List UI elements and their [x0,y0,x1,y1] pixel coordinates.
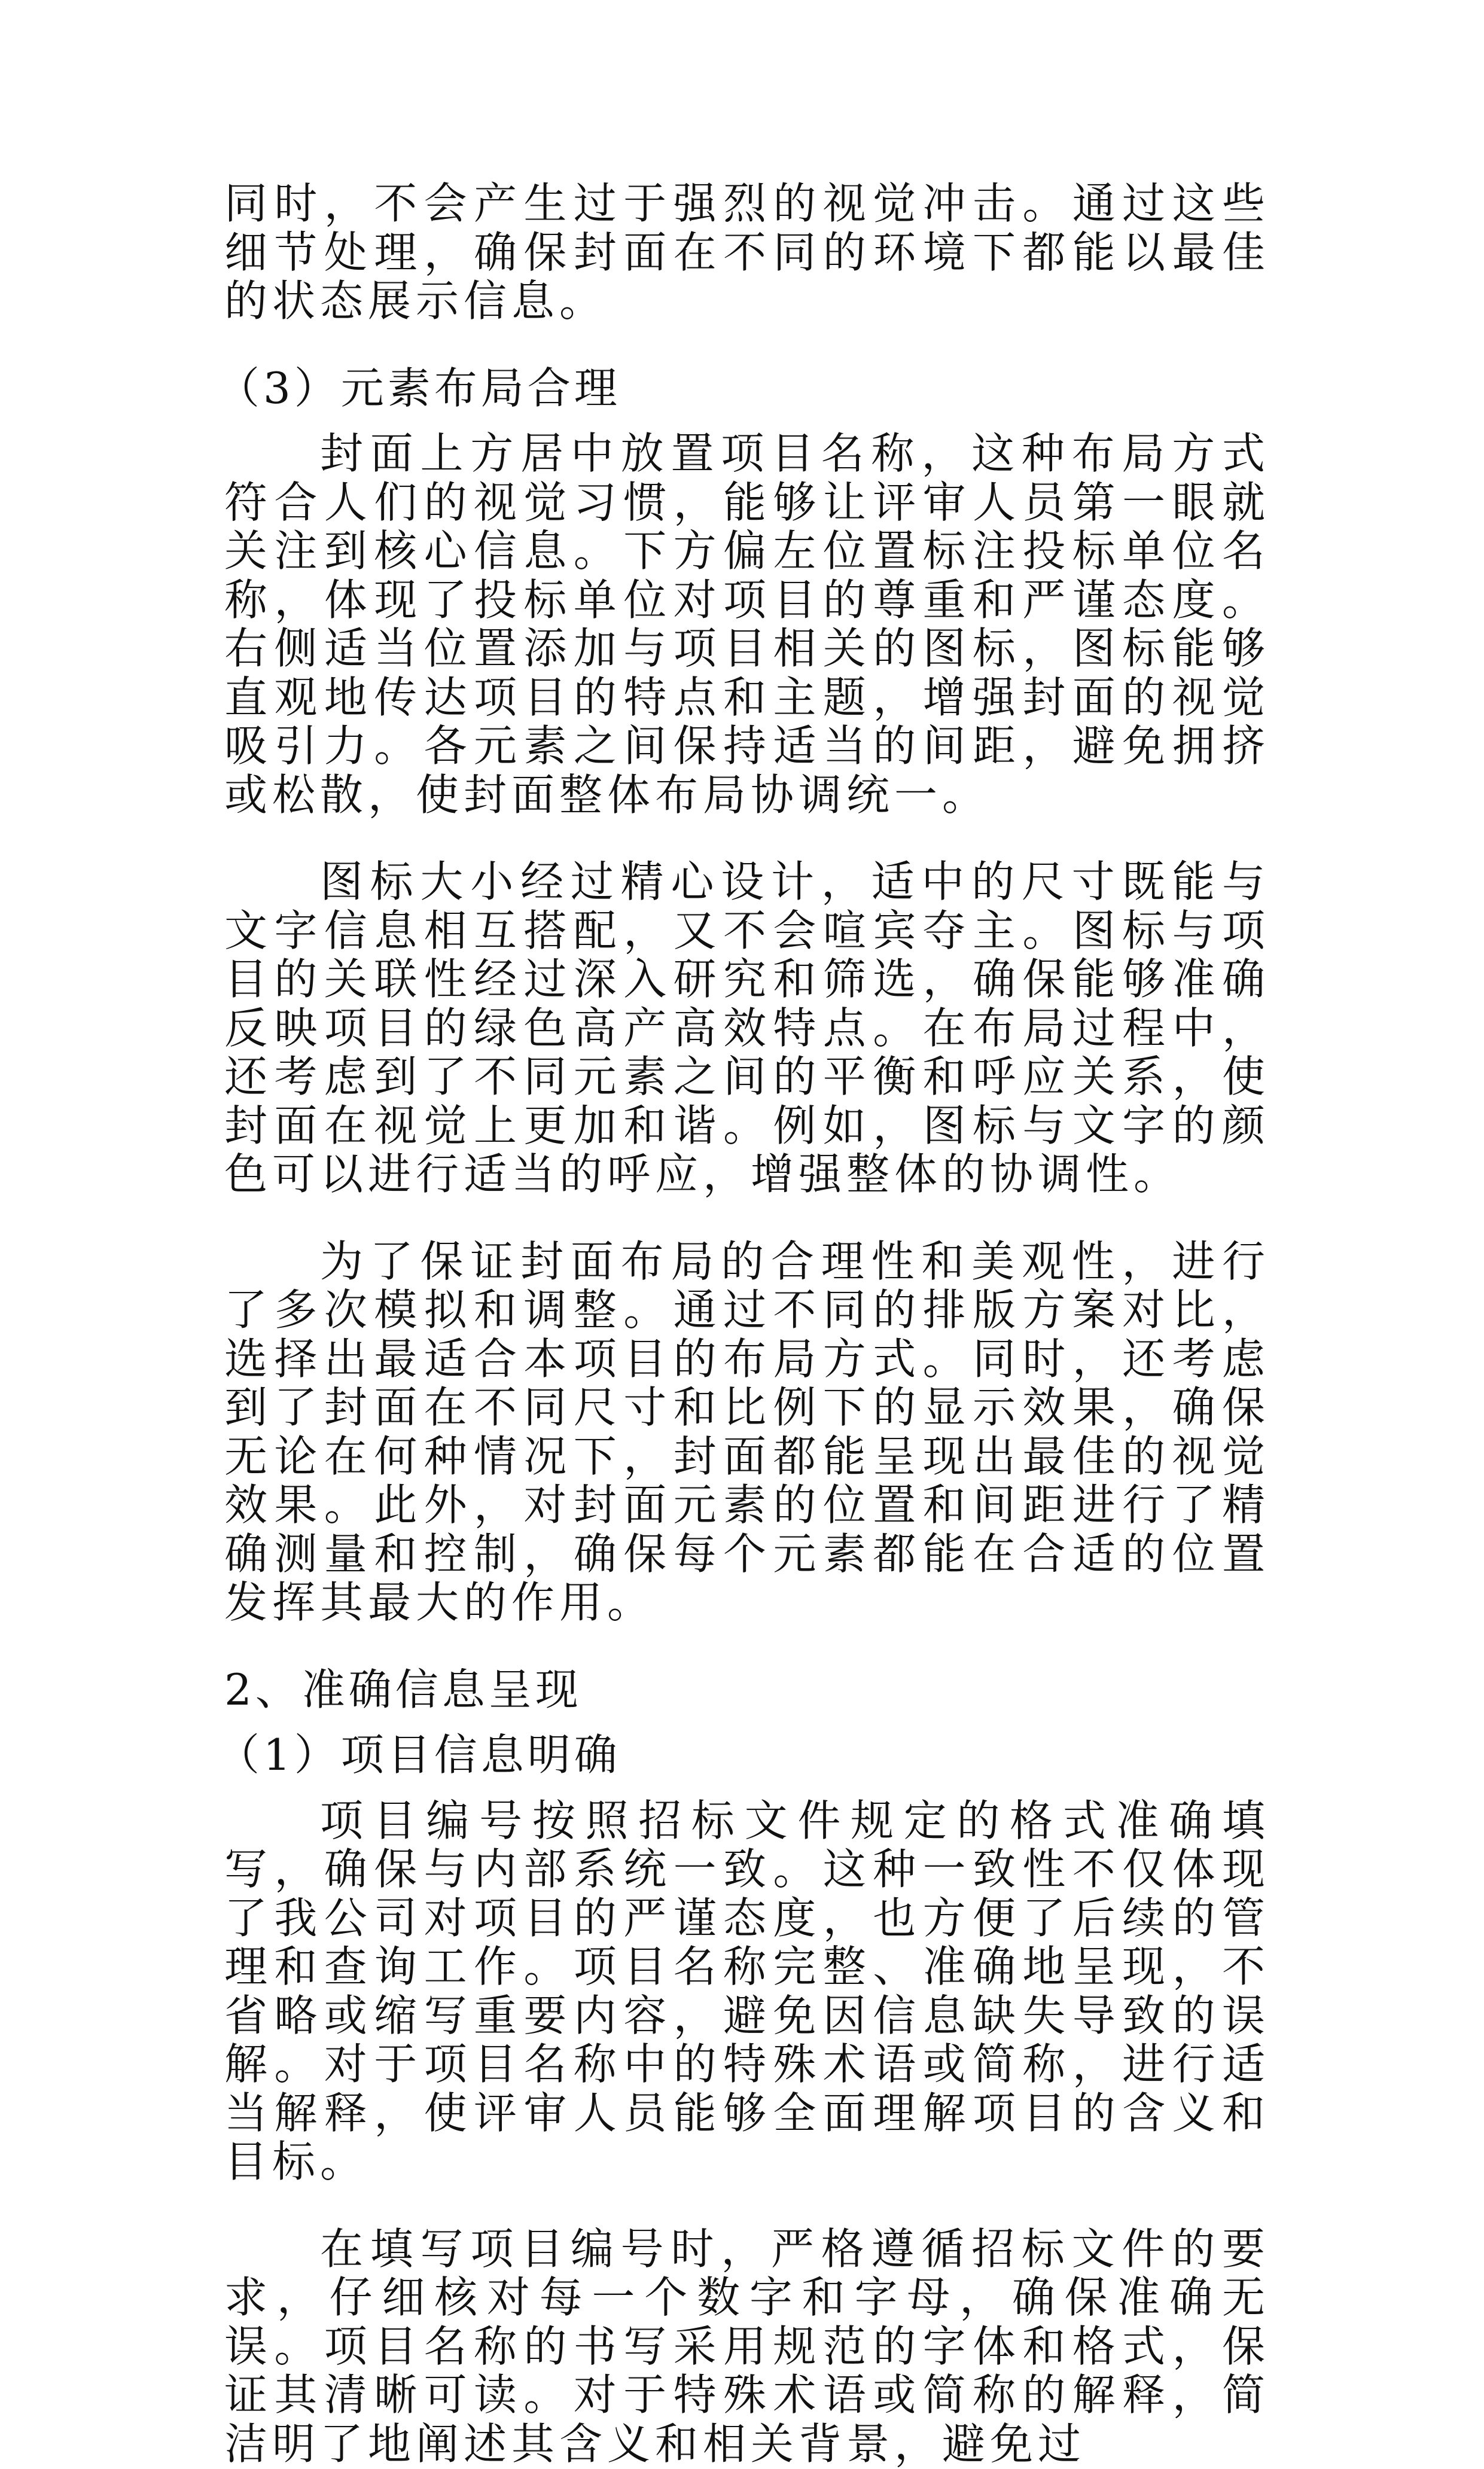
subheading-layout: （3）元素布局合理 [217,362,621,413]
paragraph-project-info-2: 在填写项目编号时，严格遵循招标文件的要求，仔细核对每一个数字和字母，确保准确无误。项目名称的书写采用规范的字体和格式，保证其清晰可读。对于特殊术语或简称的解释，简洁明了地阐述其含义和相关背景，避免过 [224,2223,1270,2469]
paragraph-continuation: 同时，不会产生过于强烈的视觉冲击。通过这些细节处理，确保封面在不同的环境下都能以最佳的状态展示信息。 [224,178,1270,326]
paragraph-project-info-1: 项目编号按照招标文件规定的格式准确填写，确保与内部系统一致。这种一致性不仅体现了我公司对项目的严谨态度，也方便了后续的管理和查询工作。项目名称完整、准确地呈现，不省略或缩写重要内容，避免因信息缺失导致的误解。对于项目名称中的特殊术语或简称，进行适当解释，使评审人员能够全面理解项目的含义和目标。 [224,1795,1270,2187]
paragraph-layout-3: 为了保证封面布局的合理性和美观性，进行了多次模拟和调整。通过不同的排版方案对比，选择出最适合本项目的布局方式。同时，还考虑到了封面在不同尺寸和比例下的显示效果，确保无论在何种情况下，封面都能呈现出最佳的视觉效果。此外，对封面元素的位置和间距进行了精确测量和控制，确保每个元素都能在合适的位置发挥其最大的作用。 [224,1236,1270,1627]
document-page [217,178,1270,2469]
subheading-project-info: （1）项目信息明确 [217,1730,621,1780]
paragraph-layout-1: 封面上方居中放置项目名称，这种布局方式符合人们的视觉习惯，能够让评审人员第一眼就关注到核心信息。下方偏左位置标注投标单位名称，体现了投标单位对项目的尊重和严谨态度。右侧适当位置添加与项目相关的图标，图标能够直观地传达项目的特点和主题，增强封面的视觉吸引力。各元素之间保持适当的间距，避免拥挤或松散，使封面整体布局协调统一。 [224,428,1270,820]
paragraph-layout-2: 图标大小经过精心设计，适中的尺寸既能与文字信息相互搭配，又不会喧宾夺主。图标与项目的关联性经过深入研究和筛选，确保能够准确反映项目的绿色高产高效特点。在布局过程中，还考虑到了不同元素之间的平衡和呼应关系，使封面在视觉上更加和谐。例如，图标与文字的颜色可以进行适当的呼应，增强整体的协调性。 [224,856,1270,1199]
section-heading: 2、准确信息呈现 [224,1664,582,1715]
